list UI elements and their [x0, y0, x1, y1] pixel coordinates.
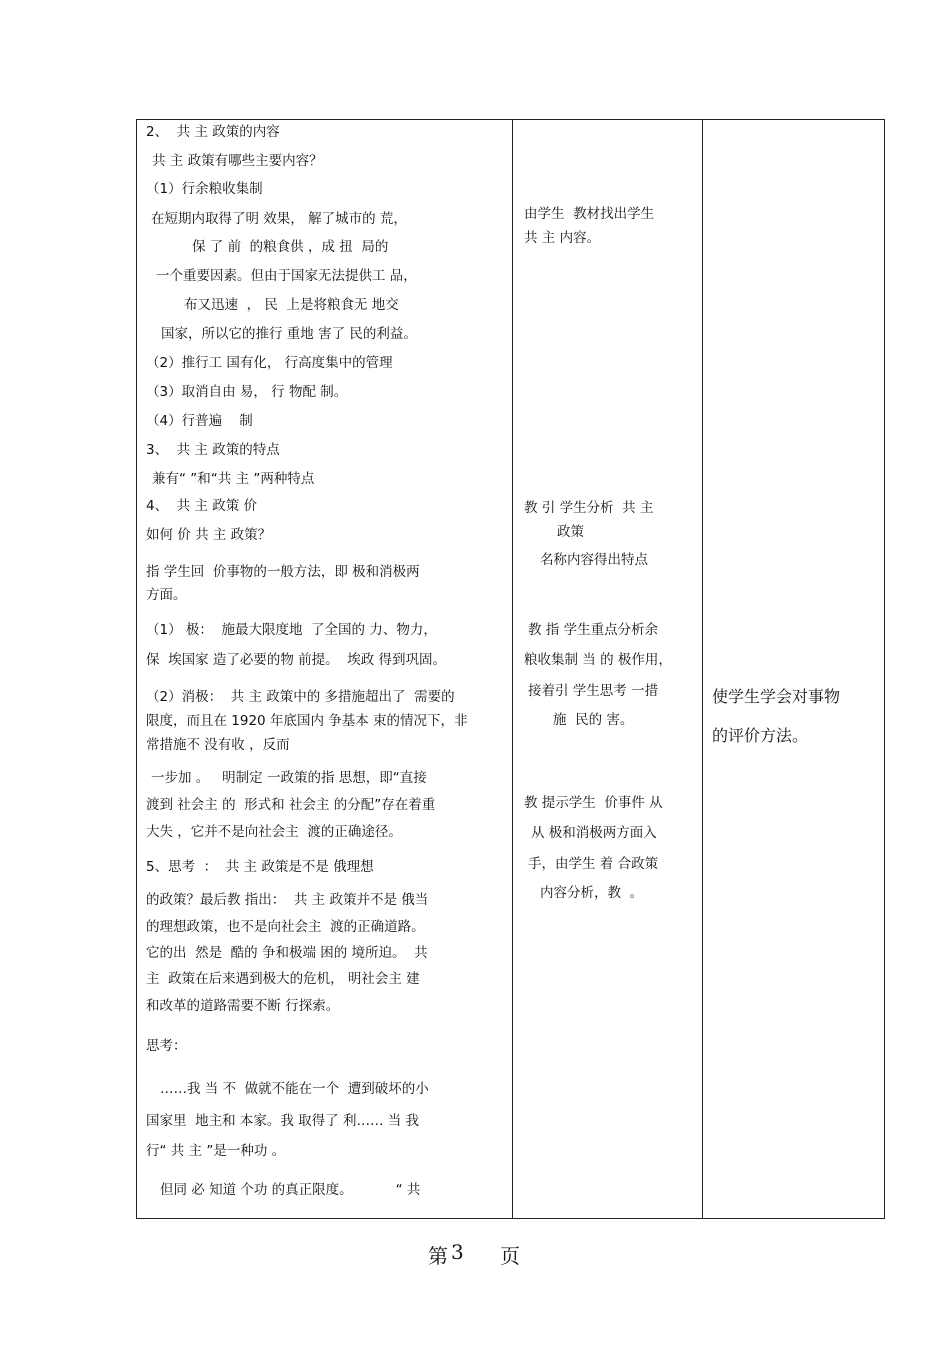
content-line: 主 政策在后来遇到极大的危机， 明社会主 建 [146, 971, 420, 987]
content-line: 但同 必 知道 个功 的真正限度。 “ 共 [160, 1182, 421, 1198]
content-line: （1） 极： 施最大限度地 了全国的 力、物力， [146, 622, 437, 638]
content-line: 兼有“ ”和“共 主 ”两种特点 [152, 471, 315, 487]
activity-line: 施 民的 害。 [553, 712, 634, 728]
activity-line: 教 提示学生 价事件 从 [524, 795, 663, 811]
activity-line: 由学生 教材找出学生 [524, 206, 655, 222]
content-line: 2、 共 主 政策的内容 [146, 124, 280, 140]
content-line: 限度，而且在 1920 年底国内 争基本 束的情况下，非 [146, 713, 468, 729]
content-line: 它的出 然是 酷的 争和极端 困的 境所迫。 共 [146, 945, 428, 961]
content-line: 常措施不 没有收 ，反而 [146, 737, 290, 753]
content-line: 国家里 地主和 本家。我 取得了 利…… 当 我 [146, 1113, 420, 1129]
content-line: 布又迅速 ， 民 上是将粮食无 地交 [184, 297, 399, 313]
content-line: 大失 ，它并不是向社会主 渡的正确途径。 [146, 824, 402, 840]
content-line: 指 学生回 价事物的一般方法，即 极和消极两 [146, 564, 420, 580]
content-line: 的理想政策，也不是向社会主 渡的正确道路。 [146, 919, 425, 935]
content-line: 思考： [146, 1038, 187, 1054]
content-line: （1）行余粮收集制 [146, 181, 263, 197]
activity-line: 内容分析，教 。 [540, 885, 644, 901]
content-line: 行“ 共 主 ”是一种功 。 [146, 1143, 286, 1159]
content-line: 国家，所以它的推行 重地 害了 民的利益。 [161, 326, 417, 342]
content-line: 共 主 政策有哪些主要内容？ [152, 153, 323, 169]
activity-line: 手，由学生 着 合政策 [528, 856, 659, 872]
content-line: 保 埃国家 造了必要的物 前提。 埃政 得到巩固。 [146, 652, 447, 668]
content-line: （2）推行工 国有化， 行高度集中的管理 [146, 355, 393, 371]
content-line: ……我 当 不 做就不能在一个 遭到破坏的小 [160, 1081, 429, 1097]
intent-line: 的评价方法。 [712, 726, 809, 745]
intent-line: 使学生学会对事物 [712, 687, 841, 706]
content-line: （3）取消自由 易， 行 物配 制。 [146, 384, 348, 400]
content-line: 如何 价 共 主 政策？ [146, 527, 272, 543]
activity-line: 接着引 学生思考 一措 [528, 683, 659, 699]
content-line: 3、 共 主 政策的特点 [146, 442, 280, 458]
page-number-prefix: 第 [428, 1244, 448, 1268]
page-number [0, 1240, 950, 1270]
content-line: 4、 共 主 政策 价 [146, 498, 258, 514]
column-divider [512, 120, 513, 1218]
content-line: 一个重要因素。但由于国家无法提供工 品， [156, 268, 417, 284]
content-line: 5、思考 ： 共 主 政策是不是 俄理想 [146, 859, 374, 875]
activity-line: 名称内容得出特点 [540, 552, 648, 568]
content-line: 方面。 [146, 587, 187, 603]
lesson-table [136, 119, 885, 1219]
content-line: 保 了 前 的粮食供 ，成 扭 局的 [192, 239, 389, 255]
page-number-value: 3 [451, 1240, 464, 1264]
page-number-suffix: 页 [500, 1244, 520, 1268]
activity-line: 教 指 学生重点分析余 [528, 622, 659, 638]
activity-line: 政策 [557, 524, 584, 540]
content-line: （2）消极： 共 主 政策中的 多措施超出了 需要的 [146, 689, 455, 705]
content-line: 一步加 。 明制定 一政策的指 思想，即“直接 [151, 770, 427, 786]
activity-line: 共 主 内容。 [524, 230, 601, 246]
column-divider [702, 120, 703, 1218]
content-line: 渡到 社会主 的 形式和 社会主 的分配”存在着重 [146, 797, 436, 813]
content-line: 在短期内取得了明 效果， 解了城市的 荒， [151, 211, 407, 227]
activity-line: 粮收集制 当 的 极作用， [524, 652, 672, 668]
activity-line: 从 极和消极两方面入 [531, 825, 657, 841]
activity-line: 教 引 学生分析 共 主 [524, 500, 654, 516]
content-line: 的政策？最后教 指出： 共 主 政策并不是 俄当 [146, 892, 429, 908]
content-line: （4）行普遍 制 [146, 413, 253, 429]
content-line: 和改革的道路需要不断 行探索。 [146, 998, 340, 1014]
